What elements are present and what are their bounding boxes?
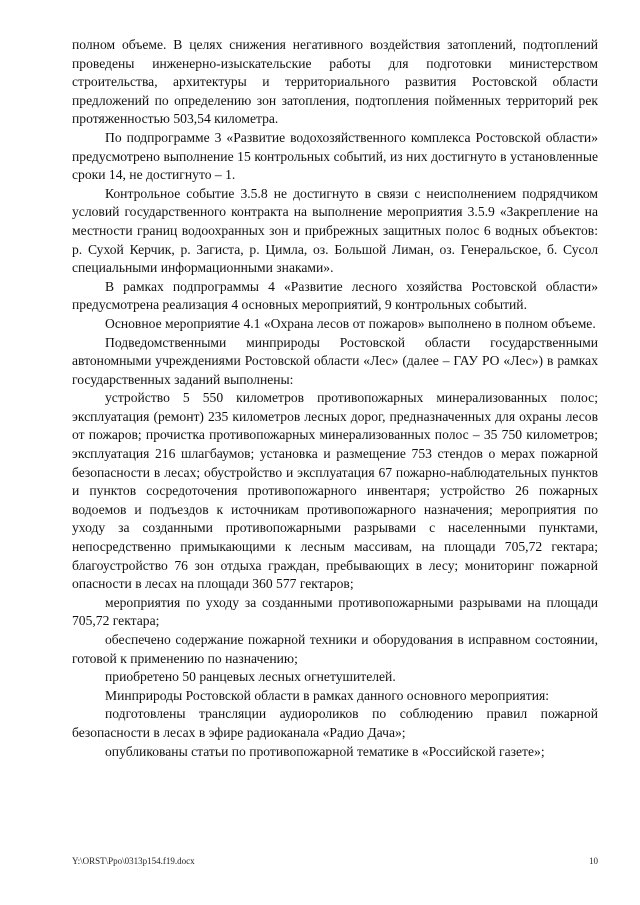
paragraph: полном объеме. В целях снижения негативного воздействия затоплений, подтоплений проведены инженерно-изыскательские работы для подготовки министерством строительства, архитектуры и территориального развития Ростовской области предложений по определению зон затопления, подтопления пойменных территорий рек протяженностью 503,54 километра. <box>72 37 598 127</box>
paragraph: Контрольное событие 3.5.8 не достигнуто в связи с неисполнением подрядчиком условий государственного контракта на выполнение мероприятия 3.5.9 «Закрепление на местности границ водоохранных зон и прибрежных защитных полос 6 водных объектов: р. Сухой Керчик, р. Загиста, р. Цимла, оз. Большой Лиман, оз. Генеральское, б. Сусол специальными информационными знаками». <box>72 185 598 276</box>
paragraph: мероприятия по уходу за созданными противопожарными разрывами на площади 705,72 гектара; <box>72 594 598 629</box>
paragraph: подготовлены трансляции аудиороликов по соблюдению правил пожарной безопасности в лесах в эфире радиоканала «Радио Дача»; <box>72 706 598 740</box>
paragraph: По подпрограмме 3 «Развитие водохозяйственного комплекса Ростовской области» предусмотрено выполнение 15 контрольных событий, из них достигнуто в установленные сроки 14, не достигнуто – 1. <box>72 129 598 183</box>
document-page <box>72 36 598 761</box>
paragraph: Подведомственными минприроды Ростовской области государственными автономными учреждениями Ростовской области «Лес» (далее – ГАУ РО «Лес») в рамках государственных заданий выполнены: <box>72 334 598 387</box>
paragraph: В рамках подпрограммы 4 «Развитие лесного хозяйства Ростовской области» предусмотрена реализация 4 основных мероприятий, 9 контрольных событий. <box>72 278 598 313</box>
paragraph: Основное мероприятие 4.1 «Охрана лесов от пожаров» выполнено в полном объеме. <box>105 315 596 331</box>
paragraph: опубликованы статьи по противопожарной тематике в «Российской газете»; <box>105 743 545 759</box>
paragraph: приобретено 50 ранцевых лесных огнетушителей. <box>105 669 396 685</box>
paragraph: обеспечено содержание пожарной техники и оборудования в исправном состоянии, готовой к применению по назначению; <box>72 632 598 666</box>
paragraph: Минприроды Ростовской области в рамках данного основного мероприятия: <box>105 687 550 703</box>
page-number: 10 <box>589 856 598 866</box>
paragraph: устройство 5 550 километров противопожарных минерализованных полос; эксплуатация (ремонт) 235 километров лесных дорог, предназначенных для охраны лесов от пожаров; прочистка противопожарных минерализованных полос – 35 750 километров; эксплуатация 216 шлагбаумов; установка и размещение 753 стендов о мерах пожарной безопасности в лесах; обустройство и эксплуатация 67 пожарно-наблюдательных пунктов и пунктов сосредоточения противопожарного инвентаря; устройство 26 пожарных водоемов и подъездов к источникам противопожарного назначения; мероприятия по уходу за созданными противопожарными разрывами с населенными пунктами, непосредственно примыкающими к лесным массивам, на площади 705,72 гектара; благоустройство 76 зон отдыха граждан, пребывающих в лесу; мониторинг пожарной опасности в лесах на площади 360 577 гектаров; <box>72 390 598 592</box>
footer-file-path: Y:\ORST\Ppo\0313p154.f19.docx <box>72 856 195 866</box>
